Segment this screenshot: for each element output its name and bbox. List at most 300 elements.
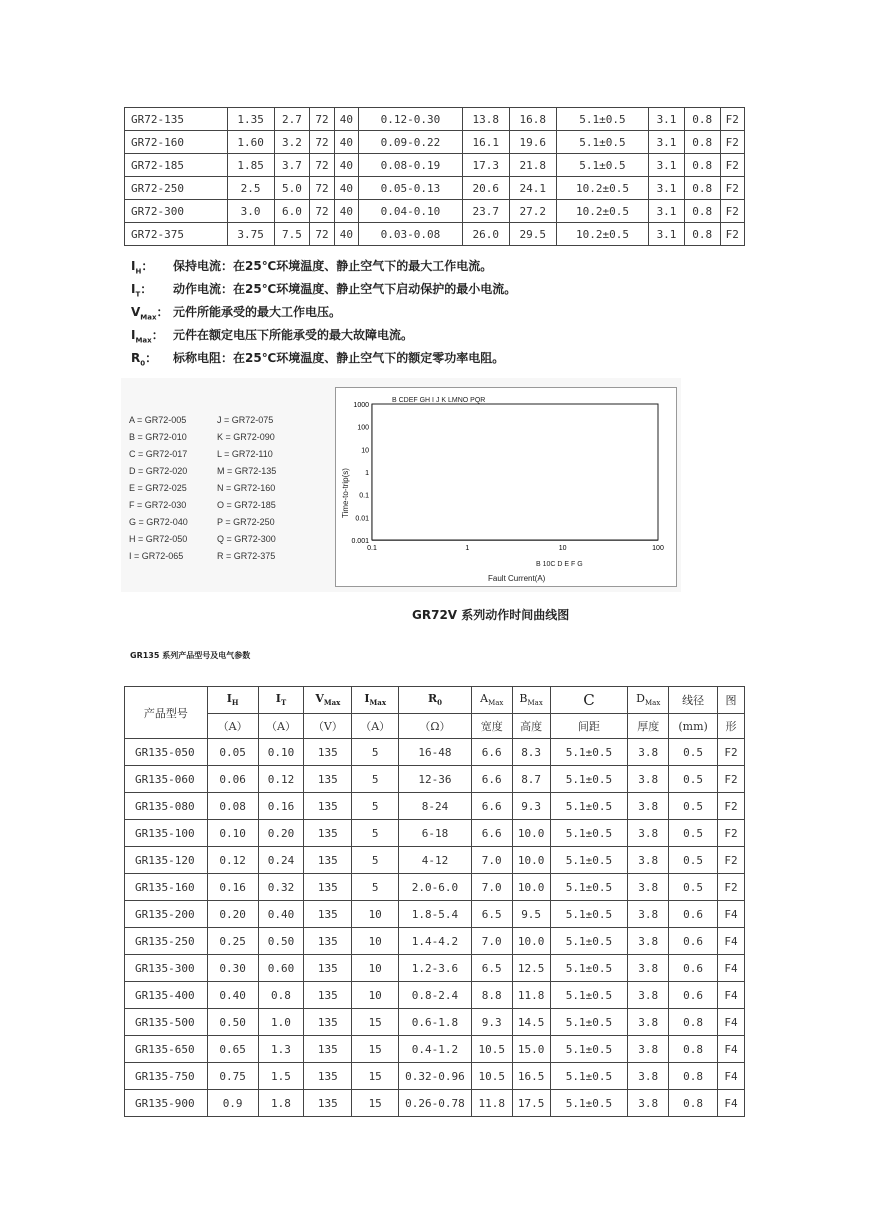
table-cell: 10 (352, 955, 399, 982)
header-wire: 线径 (669, 687, 718, 714)
table-row (125, 901, 745, 928)
definition-text: 保持电流：在25℃环境温度、静止空气下的最大工作电流。 (173, 259, 493, 273)
legend-entry: C = GR72-017 (129, 449, 188, 459)
table-cell: 16-48 (399, 739, 472, 766)
table-cell: 5.1±0.5 (550, 928, 628, 955)
table-cell: 0.8 (684, 177, 720, 200)
legend-entry: K = GR72-090 (217, 432, 275, 442)
legend-row (129, 497, 276, 514)
table-cell: 3.8 (628, 1063, 669, 1090)
table-cell: 1.35 (227, 108, 274, 131)
table-cell: 1.85 (227, 154, 274, 177)
table-cell: 1.2-3.6 (399, 955, 472, 982)
table-cell: 0.4-1.2 (399, 1036, 472, 1063)
table-cell: GR135-400 (125, 982, 208, 1009)
legend-entry: Q = GR72-300 (217, 534, 276, 544)
table-cell: 3.1 (649, 154, 685, 177)
legend-entry: H = GR72-050 (129, 534, 188, 544)
table-cell: 17.5 (512, 1090, 550, 1117)
table-cell: 3.8 (628, 1090, 669, 1117)
unit-it: （A） (258, 714, 304, 739)
table-row (125, 200, 745, 223)
table-cell: 16.5 (512, 1063, 550, 1090)
legend-entry: L = GR72-110 (217, 449, 273, 459)
table-cell: 10 (352, 901, 399, 928)
symbol-subscript: H (135, 267, 142, 276)
table-cell: F4 (718, 928, 745, 955)
table-cell: 0.5 (669, 793, 718, 820)
table-cell: GR72-160 (125, 131, 228, 154)
definition-line (131, 255, 516, 278)
table-cell: 5.1±0.5 (550, 1090, 628, 1117)
table-cell: 0.8 (684, 223, 720, 246)
table-cell: 0.09-0.22 (359, 131, 463, 154)
table-cell: 24.1 (509, 177, 556, 200)
trip-curve-figure (121, 378, 681, 592)
table-row (125, 177, 745, 200)
table-row (125, 928, 745, 955)
header-dmax: $D_{Max}$ (628, 687, 669, 714)
table-cell: 135 (304, 1036, 352, 1063)
table-cell: 0.24 (258, 847, 304, 874)
table-cell: 135 (304, 928, 352, 955)
table-cell: 15 (352, 1009, 399, 1036)
table-cell: 10.2±0.5 (556, 177, 648, 200)
symbol-separator: ： (156, 305, 169, 319)
table-cell: 5 (352, 847, 399, 874)
table-cell: GR135-250 (125, 928, 208, 955)
table-row (125, 793, 745, 820)
table-cell: 6.0 (274, 200, 310, 223)
table-cell: 7.5 (274, 223, 310, 246)
table-row (125, 223, 745, 246)
symbol-separator: ： (145, 351, 158, 365)
symbol-separator: ： (151, 328, 164, 342)
table-cell: 0.5 (669, 820, 718, 847)
legend-entry: A = GR72-005 (129, 415, 187, 425)
table-cell: 0.08 (207, 793, 258, 820)
table-cell: 135 (304, 1009, 352, 1036)
legend-entry: B = GR72-010 (129, 432, 187, 442)
table-cell: 0.26-0.78 (399, 1090, 472, 1117)
table-cell: 1.3 (258, 1036, 304, 1063)
definition-line (131, 278, 516, 301)
table-cell: 135 (304, 955, 352, 982)
table-row (125, 955, 745, 982)
table-cell: 3.8 (628, 1036, 669, 1063)
table-cell: 6.6 (471, 820, 512, 847)
table-cell: F2 (720, 177, 744, 200)
table-cell: GR135-750 (125, 1063, 208, 1090)
table-cell: 0.40 (207, 982, 258, 1009)
table-cell: 3.1 (649, 131, 685, 154)
table-cell: 7.0 (471, 928, 512, 955)
definition-text: 动作电流：在25℃环境温度、静止空气下启动保护的最小电流。 (173, 282, 517, 296)
table-cell: 5.1±0.5 (550, 847, 628, 874)
legend-entry: G = GR72-040 (129, 517, 188, 527)
table-cell: 0.04-0.10 (359, 200, 463, 223)
curve-letters-bottom: B 10C D E F G (536, 561, 583, 568)
table-row (125, 847, 745, 874)
table-cell: 5 (352, 874, 399, 901)
y-tick-label: 0.1 (359, 492, 369, 500)
table-cell: 3.8 (628, 955, 669, 982)
symbol-letter: I (131, 282, 136, 296)
table-row (125, 108, 745, 131)
table-cell: 135 (304, 982, 352, 1009)
table-cell: 0.06 (207, 766, 258, 793)
parameter-definitions (131, 255, 516, 370)
table-cell: 0.08-0.19 (359, 154, 463, 177)
table-cell: F2 (718, 820, 745, 847)
table-cell: F4 (718, 955, 745, 982)
table-row (125, 1009, 745, 1036)
table-cell: 6.6 (471, 739, 512, 766)
table-cell: 3.8 (628, 901, 669, 928)
table-cell: 7.0 (471, 847, 512, 874)
section-title: GR135 系列产品型号及电气参数 (130, 651, 251, 660)
table-cell: F4 (718, 901, 745, 928)
table-cell: 3.1 (649, 108, 685, 131)
table-cell: 3.8 (628, 928, 669, 955)
table-cell: 15 (352, 1090, 399, 1117)
header-imax: $I_{Max}$ (352, 687, 399, 714)
legend-entry: M = GR72-135 (217, 466, 277, 476)
gr135-spec-table (124, 686, 745, 1117)
table-cell: 135 (304, 847, 352, 874)
table-cell: 2.7 (274, 108, 310, 131)
definition-text: 元件所能承受的最大工作电压。 (173, 305, 342, 319)
table-cell: GR72-375 (125, 223, 228, 246)
table-cell: 3.8 (628, 982, 669, 1009)
table-cell: 8.8 (471, 982, 512, 1009)
legend-entry: D = GR72-020 (129, 466, 188, 476)
table-cell: F4 (718, 1063, 745, 1090)
header-ih: $I_H$ (207, 687, 258, 714)
gr72-spec-table (124, 107, 745, 246)
table-cell: 3.8 (628, 793, 669, 820)
table-cell: GR72-250 (125, 177, 228, 200)
table-cell: 26.0 (462, 223, 509, 246)
table-cell: 10.2±0.5 (556, 223, 648, 246)
table-cell: 29.5 (509, 223, 556, 246)
definition-line (131, 347, 516, 370)
trip-curve-chart (335, 387, 677, 587)
x-tick-label: 10 (558, 545, 567, 552)
legend-row (129, 429, 276, 446)
table-cell: 5.1±0.5 (550, 1036, 628, 1063)
table-cell: 135 (304, 874, 352, 901)
table-cell: 0.6 (669, 955, 718, 982)
legend-row (129, 463, 276, 480)
legend-row (129, 531, 276, 548)
table-cell: 0.30 (207, 955, 258, 982)
table-cell: 9.3 (471, 1009, 512, 1036)
table-cell: 0.8-2.4 (399, 982, 472, 1009)
table-cell: 15 (352, 1036, 399, 1063)
table-cell: 0.03-0.08 (359, 223, 463, 246)
table-cell: GR72-135 (125, 108, 228, 131)
table-cell: GR135-500 (125, 1009, 208, 1036)
table-cell: 0.05-0.13 (359, 177, 463, 200)
table-cell: 6.6 (471, 793, 512, 820)
table-row (125, 1063, 745, 1090)
unit-imax: （A） (352, 714, 399, 739)
table-cell: 3.7 (274, 154, 310, 177)
table-row (125, 874, 745, 901)
table-cell: 3.2 (274, 131, 310, 154)
header-it: $I_T$ (258, 687, 304, 714)
table-cell: 135 (304, 820, 352, 847)
table-cell: 0.8 (669, 1009, 718, 1036)
table-cell: 0.10 (207, 820, 258, 847)
table-cell: 10.0 (512, 820, 550, 847)
table-cell: GR135-900 (125, 1090, 208, 1117)
table-cell: 0.8 (669, 1036, 718, 1063)
table-cell: 5 (352, 793, 399, 820)
y-tick-label: 100 (357, 424, 369, 432)
table-cell: GR72-300 (125, 200, 228, 223)
table-cell: F4 (718, 1090, 745, 1117)
table-cell: 0.65 (207, 1036, 258, 1063)
table-cell: 11.8 (471, 1090, 512, 1117)
table-cell: F2 (720, 200, 744, 223)
table-cell: 5.1±0.5 (550, 1063, 628, 1090)
table-cell: 3.8 (628, 739, 669, 766)
legend-entry: R = GR72-375 (217, 551, 276, 561)
table-cell: 11.8 (512, 982, 550, 1009)
table-cell: 0.50 (207, 1009, 258, 1036)
table-cell: 6.5 (471, 901, 512, 928)
y-tick-label: 1000 (353, 402, 369, 409)
table-row (125, 154, 745, 177)
table-cell: 10.5 (471, 1036, 512, 1063)
curve-letters-top: B CDEF GH I J K LMNO PQR (392, 397, 486, 404)
legend-row (129, 514, 276, 531)
table-cell: 3.8 (628, 766, 669, 793)
table-cell: 1.60 (227, 131, 274, 154)
table-cell: 135 (304, 1063, 352, 1090)
legend-entry: I = GR72-065 (129, 551, 184, 561)
table-cell: 5.1±0.5 (550, 766, 628, 793)
unit-shape: 形 (718, 714, 745, 739)
table-cell: 6.5 (471, 955, 512, 982)
table-cell: 1.0 (258, 1009, 304, 1036)
table-cell: 10 (352, 982, 399, 1009)
header-c: C (550, 687, 628, 714)
x-tick-label: 1 (465, 545, 470, 552)
legend-row (129, 548, 276, 565)
y-tick-label: 10 (361, 447, 369, 455)
table-cell: GR135-050 (125, 739, 208, 766)
table-cell: 0.12-0.30 (359, 108, 463, 131)
table-cell: 4-12 (399, 847, 472, 874)
legend-entry: N = GR72-160 (217, 483, 276, 493)
table-row (125, 766, 745, 793)
legend-row (129, 480, 276, 497)
table-cell: 0.9 (207, 1090, 258, 1117)
unit-bmax: 高度 (512, 714, 550, 739)
table-cell: 1.8-5.4 (399, 901, 472, 928)
table-cell: 40 (334, 131, 358, 154)
x-tick-label: 100 (652, 545, 664, 552)
header-r0: $R_0$ (399, 687, 472, 714)
table-cell: 8-24 (399, 793, 472, 820)
table-row (125, 131, 745, 154)
table-cell: 0.8 (684, 200, 720, 223)
table-cell: 23.7 (462, 200, 509, 223)
table-cell: 0.60 (258, 955, 304, 982)
y-tick-label: 1 (365, 470, 369, 477)
x-tick-label: 0.1 (367, 545, 377, 552)
symbol-subscript: 0 (140, 359, 146, 368)
table-cell: F2 (720, 223, 744, 246)
table-cell: F2 (718, 793, 745, 820)
table-cell: 16.1 (462, 131, 509, 154)
table-cell: 0.32 (258, 874, 304, 901)
table-cell: 10.0 (512, 928, 550, 955)
table-cell: 0.6 (669, 982, 718, 1009)
definition-text: 标称电阻：在25℃环境温度、静止空气下的额定零功率电阻。 (173, 351, 505, 365)
table-cell: 135 (304, 739, 352, 766)
table-cell: F2 (718, 766, 745, 793)
symbol-separator: ： (141, 259, 154, 273)
legend-entry: O = GR72-185 (217, 500, 276, 510)
table-cell: 72 (310, 154, 334, 177)
curve-legend (129, 412, 276, 565)
table-cell: 10 (352, 928, 399, 955)
table-row (125, 820, 745, 847)
table-cell: 5 (352, 766, 399, 793)
table-cell: 19.6 (509, 131, 556, 154)
table-cell: 0.50 (258, 928, 304, 955)
legend-row (129, 412, 276, 429)
legend-entry: E = GR72-025 (129, 483, 187, 493)
unit-c: 间距 (550, 714, 628, 739)
plot-area (372, 404, 658, 540)
table-cell: 0.40 (258, 901, 304, 928)
table-cell: 5.1±0.5 (550, 793, 628, 820)
figure-caption: GR72V 系列动作时间曲线图 (412, 608, 570, 622)
table-cell: 0.12 (207, 847, 258, 874)
unit-dmax: 厚度 (628, 714, 669, 739)
table-cell: 10.2±0.5 (556, 200, 648, 223)
table-cell: 0.6 (669, 928, 718, 955)
trip-curve-svg (336, 388, 676, 586)
chart-xlabel: Fault Current(A) (488, 574, 546, 583)
table-cell: 8.7 (512, 766, 550, 793)
header-shape: 图 (718, 687, 745, 714)
table-cell: 0.32-0.96 (399, 1063, 472, 1090)
symbol-subscript: Max (135, 336, 152, 345)
table-cell: 3.0 (227, 200, 274, 223)
table-cell: 0.6-1.8 (399, 1009, 472, 1036)
y-tick-label: 0.01 (355, 515, 369, 523)
table-cell: 40 (334, 108, 358, 131)
unit-amax: 宽度 (471, 714, 512, 739)
table-cell: 6.6 (471, 766, 512, 793)
table-cell: GR135-160 (125, 874, 208, 901)
definition-symbol (131, 347, 173, 375)
table-cell: 7.0 (471, 874, 512, 901)
table-cell: 5.1±0.5 (550, 955, 628, 982)
table-cell: 72 (310, 200, 334, 223)
definition-line (131, 301, 516, 324)
table-cell: F2 (718, 874, 745, 901)
table-cell: 0.8 (684, 154, 720, 177)
table-cell: F4 (718, 982, 745, 1009)
symbol-letter: V (131, 305, 141, 319)
symbol-letter: I (131, 259, 136, 273)
table-cell: 3.1 (649, 177, 685, 200)
table-cell: 72 (310, 131, 334, 154)
table-cell: 0.25 (207, 928, 258, 955)
legend-entry: P = GR72-250 (217, 517, 275, 527)
table-cell: 3.1 (649, 223, 685, 246)
table-cell: F2 (720, 131, 744, 154)
table-cell: 5.1±0.5 (550, 820, 628, 847)
table-cell: 1.4-4.2 (399, 928, 472, 955)
table-cell: 3.8 (628, 820, 669, 847)
unit-vmax: （V） (304, 714, 352, 739)
table-cell: F4 (718, 1009, 745, 1036)
table-cell: 0.5 (669, 739, 718, 766)
table-cell: 40 (334, 200, 358, 223)
table-cell: 15.0 (512, 1036, 550, 1063)
unit-r0: （Ω） (399, 714, 472, 739)
table-cell: 5.1±0.5 (556, 131, 648, 154)
table-cell: F2 (718, 739, 745, 766)
table-cell: 9.5 (512, 901, 550, 928)
table-cell: 20.6 (462, 177, 509, 200)
unit-ih: （A） (207, 714, 258, 739)
header-amax: $A_{Max}$ (471, 687, 512, 714)
header-model: 产品型号 (125, 687, 208, 739)
symbol-subscript: T (135, 290, 141, 299)
table-cell: 5.1±0.5 (550, 874, 628, 901)
table-cell: 17.3 (462, 154, 509, 177)
table-cell: GR135-080 (125, 793, 208, 820)
table-cell: 0.8 (684, 131, 720, 154)
symbol-subscript: Max (140, 313, 157, 322)
table-cell: 135 (304, 793, 352, 820)
table-cell: GR135-100 (125, 820, 208, 847)
table-cell: 16.8 (509, 108, 556, 131)
table-cell: 9.3 (512, 793, 550, 820)
table-cell: 0.10 (258, 739, 304, 766)
header-vmax: $V_{Max}$ (304, 687, 352, 714)
table-cell: GR135-300 (125, 955, 208, 982)
legend-entry: J = GR72-075 (217, 415, 274, 425)
legend-row (129, 446, 276, 463)
table-cell: 3.8 (628, 1009, 669, 1036)
table-cell: 5.1±0.5 (550, 1009, 628, 1036)
table-cell: GR135-120 (125, 847, 208, 874)
table-cell: F2 (720, 108, 744, 131)
unit-wire: (mm) (669, 714, 718, 739)
table-row (125, 982, 745, 1009)
table-cell: 5.1±0.5 (556, 154, 648, 177)
legend-entry: F = GR72-030 (129, 500, 187, 510)
table-cell: 15 (352, 1063, 399, 1090)
table-cell: 0.16 (258, 793, 304, 820)
table-cell: 0.12 (258, 766, 304, 793)
table-cell: 5 (352, 739, 399, 766)
table-row (125, 1090, 745, 1117)
chart-ylabel: Time-to-trip(s) (341, 468, 350, 518)
table-cell: GR72-185 (125, 154, 228, 177)
table-cell: F4 (718, 1036, 745, 1063)
